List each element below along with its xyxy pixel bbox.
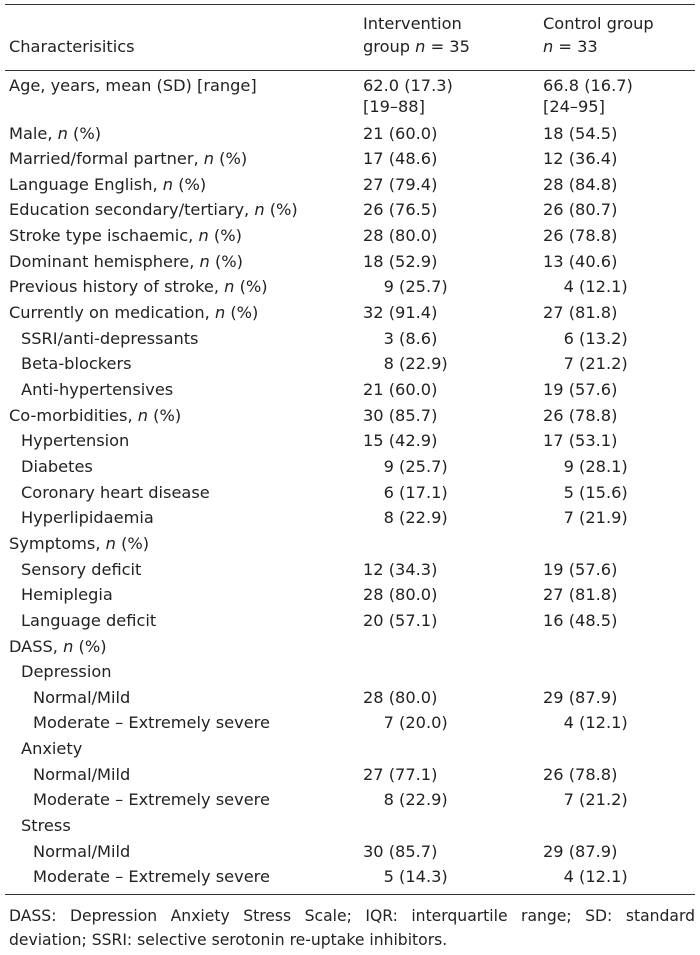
row-label: Hyperlipidaemia xyxy=(21,508,154,528)
row-label: Symptoms, n (%) xyxy=(9,533,150,553)
row-control-value: 27 (81.8) xyxy=(543,303,618,323)
age-control-range: [24–95] xyxy=(543,97,605,116)
row-label: Married/formal partner, n (%) xyxy=(9,149,248,169)
row-label: Anti-hypertensives xyxy=(21,380,174,399)
row-intervention-value: 5 (14.3) xyxy=(363,867,448,887)
age-label: Age, years, mean (SD) [range] xyxy=(9,76,257,95)
row-intervention-value: 9 (25.7) xyxy=(363,277,448,297)
row-control-value: 26 (78.8) xyxy=(543,405,618,425)
bottom-rule xyxy=(5,894,695,895)
row-control-value: 7 (21.2) xyxy=(543,354,628,374)
row-label: Previous history of stroke, n (%) xyxy=(9,277,268,297)
row-intervention-value: 9 (25.7) xyxy=(363,456,448,476)
row-label: Moderate – Extremely severe xyxy=(33,790,270,810)
row-control-value: 6 (13.2) xyxy=(543,328,628,348)
row-control-value: 4 (12.1) xyxy=(543,867,628,887)
row-label: Hemiplegia xyxy=(21,585,113,605)
row-label: Hypertension xyxy=(21,431,130,451)
header-rule xyxy=(5,70,695,71)
row-label: Diabetes xyxy=(21,456,93,476)
row-intervention-value: 8 (22.9) xyxy=(363,508,448,528)
footnote: DASS: Depression Anxiety Stress Scale; IQR: interquartile range; SD: standard deviation; SSRI: selective serotonin re-uptake inhibitors. xyxy=(9,907,695,949)
row-control-value: 7 (21.9) xyxy=(543,508,628,528)
row-label: Normal/Mild xyxy=(33,764,131,784)
row-intervention-value: 12 (34.3) xyxy=(363,559,438,579)
row-intervention-value: 6 (17.1) xyxy=(363,482,448,502)
row-label: Beta-blockers xyxy=(21,354,132,374)
row-control-value: 26 (80.7) xyxy=(543,200,618,220)
row-label: Dominant hemisphere, n (%) xyxy=(9,251,243,271)
row-intervention-value: 3 (8.6) xyxy=(363,328,438,348)
top-rule xyxy=(5,4,695,5)
row-label: Sensory deficit xyxy=(21,559,142,579)
row-label: Language deficit xyxy=(21,610,157,630)
row-control-value: 4 (12.1) xyxy=(543,713,628,733)
row-label: Moderate – Extremely severe xyxy=(33,867,270,887)
row-intervention-value: 30 (85.7) xyxy=(363,405,438,425)
header-intervention-line1: Intervention xyxy=(363,14,462,33)
row-label: Stress xyxy=(21,816,71,836)
row-label: Education secondary/tertiary, n (%) xyxy=(9,200,298,220)
row-label: Language English, n (%) xyxy=(9,174,207,194)
header-control-line1: Control group xyxy=(543,14,654,33)
row-intervention-value: 28 (80.0) xyxy=(363,687,438,707)
row-label: Coronary heart disease xyxy=(21,482,210,502)
row-label: Stroke type ischaemic, n (%) xyxy=(9,226,242,246)
row-intervention-value: 17 (48.6) xyxy=(363,149,438,169)
row-intervention-value: 26 (76.5) xyxy=(363,200,438,220)
row-label: Anxiety xyxy=(21,739,83,759)
row-label: Moderate – Extremely severe xyxy=(33,713,270,733)
row-intervention-value: 21 (60.0) xyxy=(363,123,438,143)
row-label: Normal/Mild xyxy=(33,687,131,707)
row-intervention-value: 27 (77.1) xyxy=(363,764,438,784)
row-intervention-value: 18 (52.9) xyxy=(363,251,438,271)
row-control-value: 13 (40.6) xyxy=(543,251,618,271)
row-control-value: 18 (54.5) xyxy=(543,123,618,143)
row-control-value: 7 (21.2) xyxy=(543,790,628,810)
row-intervention-value: 8 (22.9) xyxy=(363,790,448,810)
row-label: Co-morbidities, n (%) xyxy=(9,405,182,425)
header-control-line2: n = 33 xyxy=(543,37,598,56)
row-label: Male, n (%) xyxy=(9,123,102,143)
row-intervention-value: 7 (20.0) xyxy=(363,713,448,733)
row-label: DASS, n (%) xyxy=(9,636,107,656)
row-intervention-value: 30 (85.7) xyxy=(363,841,438,861)
row-control-value: 12 (36.4) xyxy=(543,149,618,169)
row-control-value: 29 (87.9) xyxy=(543,687,618,707)
row-intervention-value: 21 (60.0) xyxy=(363,380,438,399)
row-control-value: 26 (78.8) xyxy=(543,226,618,246)
age-control-mean: 66.8 (16.7) xyxy=(543,76,633,95)
header-characteristics: Characterisitics xyxy=(9,37,135,56)
row-intervention-value: 27 (79.4) xyxy=(363,174,438,194)
row-control-value: 4 (12.1) xyxy=(543,277,628,297)
row-intervention-value: 8 (22.9) xyxy=(363,354,448,374)
row-label: SSRI/anti-depressants xyxy=(21,328,199,348)
row-intervention-value: 15 (42.9) xyxy=(363,431,438,451)
row-control-value: 9 (28.1) xyxy=(543,456,628,476)
row-control-value: 19 (57.6) xyxy=(543,380,618,399)
row-intervention-value: 28 (80.0) xyxy=(363,585,438,605)
row-control-value: 19 (57.6) xyxy=(543,559,618,579)
row-control-value: 27 (81.8) xyxy=(543,585,618,605)
header-intervention-line2: group n = 35 xyxy=(363,37,470,56)
row-control-value: 17 (53.1) xyxy=(543,431,618,451)
row-label: Normal/Mild xyxy=(33,841,131,861)
row-label: Currently on medication, n (%) xyxy=(9,303,259,323)
row-label: Depression xyxy=(21,662,112,682)
age-intervention-mean: 62.0 (17.3) xyxy=(363,76,453,95)
row-intervention-value: 32 (91.4) xyxy=(363,303,438,323)
age-intervention-range: [19–88] xyxy=(363,97,425,116)
row-control-value: 29 (87.9) xyxy=(543,841,618,861)
row-control-value: 28 (84.8) xyxy=(543,174,618,194)
row-control-value: 16 (48.5) xyxy=(543,610,618,630)
row-intervention-value: 28 (80.0) xyxy=(363,226,438,246)
row-control-value: 5 (15.6) xyxy=(543,482,628,502)
row-control-value: 26 (78.8) xyxy=(543,764,618,784)
row-intervention-value: 20 (57.1) xyxy=(363,610,438,630)
